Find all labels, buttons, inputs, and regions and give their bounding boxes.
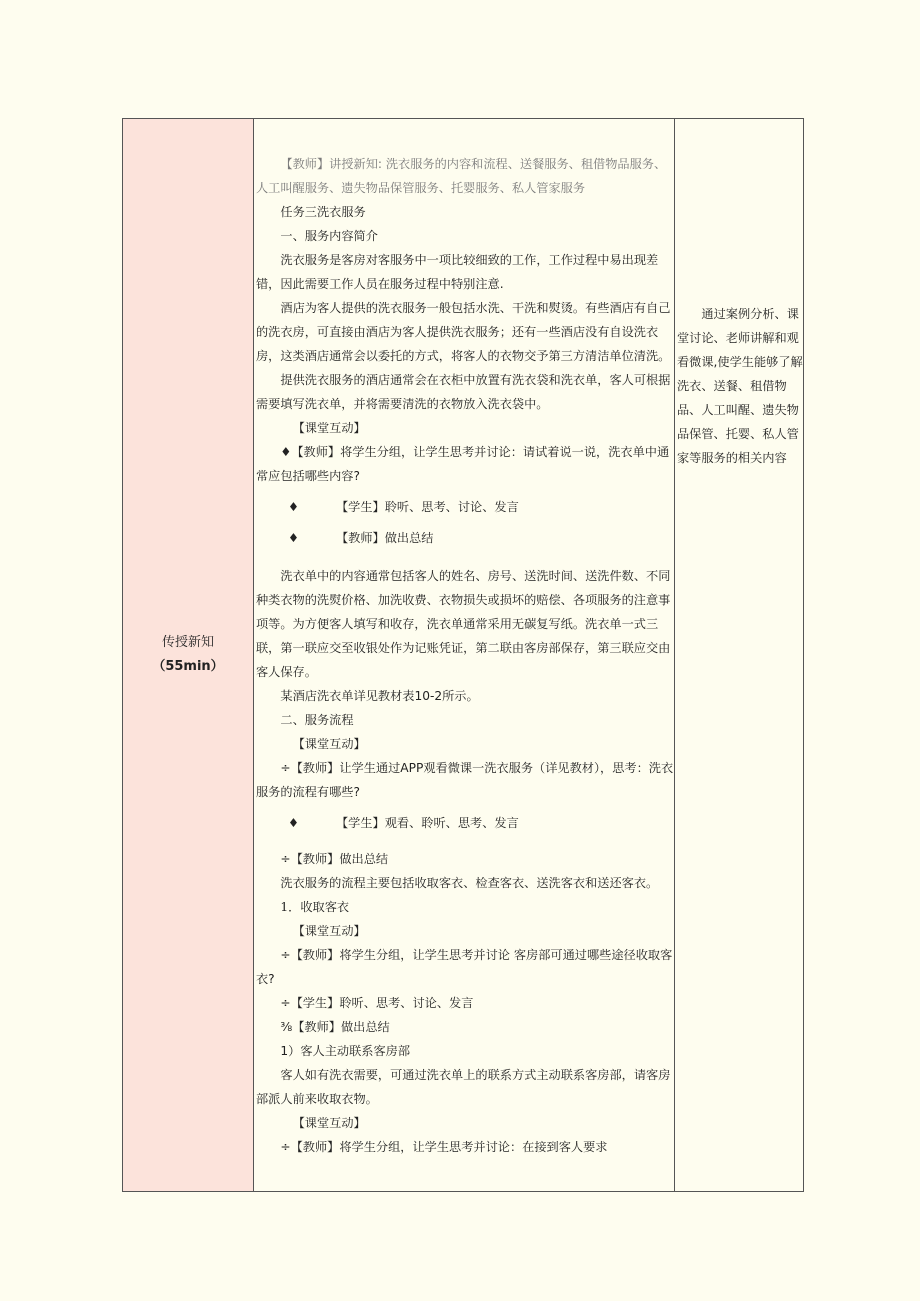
subsection-heading: 1．收取客衣 xyxy=(280,900,350,914)
interaction-heading: 【课堂互动】 xyxy=(292,737,366,751)
paragraph: 洗衣服务的流程主要包括收取客衣、检查客衣、送洗客衣和送还客衣。 xyxy=(280,876,659,890)
content-cell xyxy=(254,119,675,1192)
teacher-summary: ÷【教师】做出总结 xyxy=(280,852,389,866)
bullet-item xyxy=(256,526,674,550)
paragraph: 提供洗衣服务的酒店通常会在衣柜中放置有洗衣袋和洗衣单，客人可根据需要填写洗衣单，并将需要清洗的衣物放入洗衣袋中。 xyxy=(256,373,671,411)
bullet-text: 【学生】观看、聆听、思考、发言 xyxy=(336,816,519,830)
paragraph: 酒店为客人提供的洗衣服务一般包括水洗、干洗和熨烫。有些酒店有自己的洗衣房，可直接由酒店为客人提供洗衣服务；还有一些酒店没有自设洗衣房，这类酒店通常会以委托的方式，将客人的衣物交予第三方清洁单位清洗。 xyxy=(256,301,671,363)
bullet-text: 【教师】做出总结 xyxy=(336,531,434,545)
teacher-question: ÷【教师】将学生分组，让学生思考并讨论 客房部可通过哪些途径收取客衣? xyxy=(256,948,673,986)
section-heading: 二、服务流程 xyxy=(280,713,354,727)
paragraph: 洗衣服务是客房对客服务中一项比较细致的工作，工作过程中易出现差错，因此需要工作人员在服务过程中特别注意. xyxy=(256,253,659,291)
paragraph: 客人如有洗衣需要，可通过洗衣单上的联系方式主动联系客房部，请客房部派人前来收取衣物。 xyxy=(256,1068,671,1106)
student-activity: ÷【学生】聆听、思考、讨论、发言 xyxy=(280,996,474,1010)
stage-label: 传授新知 xyxy=(161,635,214,650)
goal-cell xyxy=(675,119,804,1192)
bullet-icon: ♦ xyxy=(288,500,299,514)
interaction-heading: 【课堂互动】 xyxy=(292,1116,366,1130)
subsection-heading: 1）客人主动联系客房部 xyxy=(280,1044,411,1058)
stage-cell xyxy=(123,119,254,1192)
bullet-text: 【学生】聆听、思考、讨论、发言 xyxy=(336,500,519,514)
bullet-item xyxy=(256,811,674,835)
paragraph: 某酒店洗衣单详见教材表10-2所示。 xyxy=(280,689,479,703)
intro-paragraph: 【教师】讲授新知: 洗衣服务的内容和流程、送餐服务、租借物品服务、人工叫醒服务、遗失物品保管服务、托婴服务、私人管家服务 xyxy=(256,157,667,195)
paragraph: 洗衣单中的内容通常包括客人的姓名、房号、送洗时间、送洗件数、不同种类衣物的洗熨价格、加洗收费、衣物损失或损坏的赔偿、各项服务的注意事项等。为方便客人填写和收存，洗衣单通常采用无碳复写纸。洗衣单一式三联，第一联应交至收银处作为记账凭证，第二联由客房部保存，第三联应交由客人保存。 xyxy=(256,569,671,679)
teacher-question: ÷【教师】将学生分组，让学生思考并讨论：在接到客人要求 xyxy=(280,1140,608,1154)
teacher-summary: ⅜【教师】做出总结 xyxy=(280,1020,390,1034)
interaction-heading: 【课堂互动】 xyxy=(292,421,366,435)
interaction-heading: 【课堂互动】 xyxy=(292,924,366,938)
stage-time: （55min） xyxy=(152,659,224,674)
section-heading: 一、服务内容简介 xyxy=(280,229,378,243)
teacher-question: ♦【教师】将学生分组，让学生思考并讨论：请试着说一说，洗衣单中通常应包括哪些内容? xyxy=(256,445,670,483)
lesson-plan-table xyxy=(122,118,804,1192)
table-row xyxy=(123,119,804,1192)
bullet-icon: ♦ xyxy=(288,816,299,830)
goal-text: 通过案例分析、课堂讨论、老师讲解和观看微课,使学生能够了解洗衣、送餐、租借物品、人工叫醒、遗失物品保管、托婴、私人管家等服务的相关内容 xyxy=(677,307,803,465)
bullet-icon: ♦ xyxy=(288,531,299,545)
task-title: 任务三洗衣服务 xyxy=(280,205,366,219)
bullet-item xyxy=(256,495,674,519)
teacher-question: ÷【教师】让学生通过APP观看微课一洗衣服务（详见教材），思考：洗衣服务的流程有哪些? xyxy=(256,761,674,799)
